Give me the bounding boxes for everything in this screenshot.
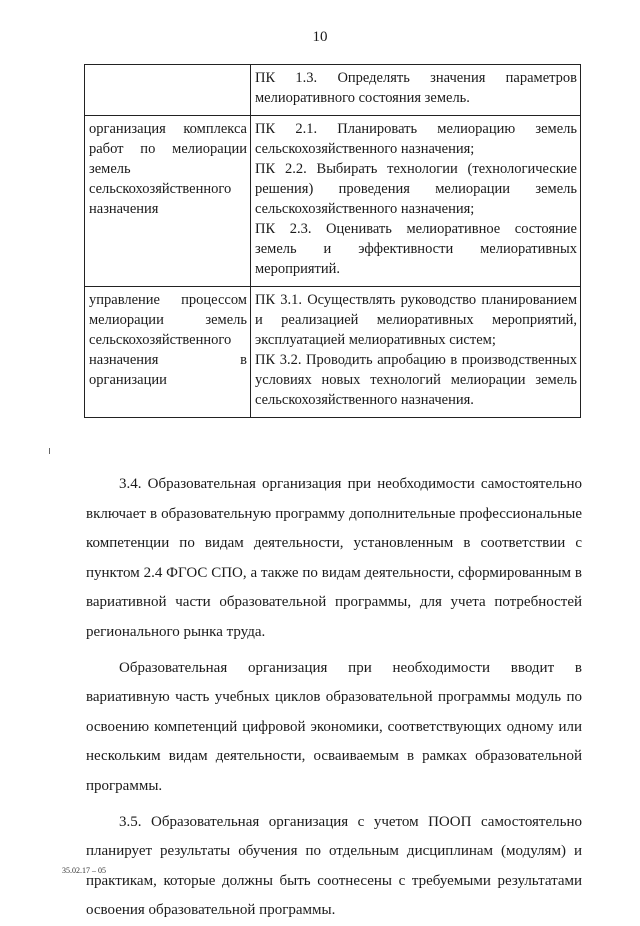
table-row [85,287,581,418]
competency-cell [251,65,581,116]
activity-cell [85,65,251,116]
footer-code: 35.02.17 – 05 [62,866,106,875]
paragraph-3-4: 3.4. Образовательная организация при необходимости самостоятельно включает в образовательную программу дополнительные профессиональные компетенции по видам деятельности, установленным в соответствии с пунктом 2.4 ФГОС СПО, а также по видам деятельности, сформированным в вариативной части образовательной программы, для учета потребностей регионального рынка труда. [86,476,582,640]
activity-cell [85,287,251,418]
competency-cell [251,116,581,287]
competency-item: ПК 2.1. Планировать мелиорацию земель сельскохозяйственного назначения; [255,121,577,157]
paragraph-3-5: 3.5. Образовательная организация с учетом ПООП самостоятельно планирует результаты обучения по отдельным дисциплинам (модулям) и практикам, которые должны быть соотнесены с требуемыми результатами освоения образовательной программы. [86,813,582,919]
activity-text: организация комплекса работ по мелиорации земель сельскохозяйственного назначения [89,121,247,217]
body-text [86,470,582,926]
competencies-table [84,64,581,418]
competency-item: ПК 3.2. Проводить апробацию в производственных условиях новых технологий мелиорации земель сельскохозяйственного назначения. [255,352,577,408]
competency-item: ПК 3.1. Осуществлять руководство планированием и реализацией мелиоративных мероприятий, эксплуатацией мелиоративных систем; [255,292,577,348]
competency-item: ПК 2.3. Оценивать мелиоративное состояние земель и эффективности мелиоративных мероприятий. [255,221,577,277]
competency-item: ПК 2.2. Выбирать технологии (технологические решения) проведения мелиорации земель сельскохозяйственного назначения; [255,161,577,217]
margin-mark [49,448,50,454]
table-row [85,65,581,116]
paragraph-digital-economy: Образовательная организация при необходимости вводит в вариативную часть учебных циклов образовательной программы модуль по освоению компетенций цифровой экономики, соответствующих одному или нескольким видам деятельности, осваиваемым в рамках образовательной программы. [86,659,582,794]
table-row [85,116,581,287]
competency-item: ПК 1.3. Определять значения параметров мелиоративного состояния земель. [255,70,577,106]
competency-cell [251,287,581,418]
page-number: 10 [312,29,328,45]
activity-cell [85,116,251,287]
activity-text: управление процессом мелиорации земель сельскохозяйственного назначения в организации [89,292,247,388]
